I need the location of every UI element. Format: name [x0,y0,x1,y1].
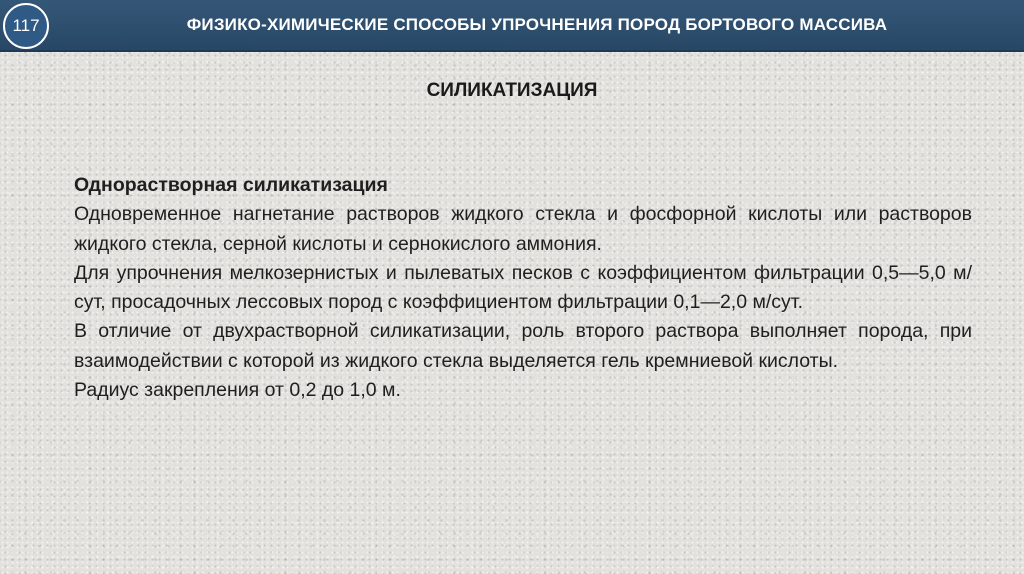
subheading: Однорастворная силикатизация [74,174,388,196]
section-title: СИЛИКАТИЗАЦИЯ [426,80,598,101]
slide-number-badge: 117 [3,3,49,49]
paragraph-1: Одновременное нагнетание растворов жидкого стекла и фосфорной кислоты или растворов жидкого стекла, серной кислоты и сернокислого аммония. [74,203,972,255]
content-body [74,171,972,405]
slide-header [0,0,1024,52]
paragraph-2: Для упрочнения мелкозернистых и пылеватых песков с коэффициентом фильтрации 0,5—5,0 м/сут, просадочных лессовых пород с коэффициентом фильтрации 0,1—2,0 м/сут. [74,261,972,314]
paragraph-3: В отличие от двухрастворной силикатизации, роль второго раствора выполняет порода, при взаимодействии с которой из жидкого стекла выделяется гель кремниевой кислоты. [74,320,972,372]
slide-title: ФИЗИКО-ХИМИЧЕСКИЕ СПОСОБЫ УПРОЧНЕНИЯ ПОРОД БОРТОВОГО МАССИВА [186,15,888,34]
paragraph-4: Радиус закрепления от 0,2 до 1,0 м. [74,379,401,402]
